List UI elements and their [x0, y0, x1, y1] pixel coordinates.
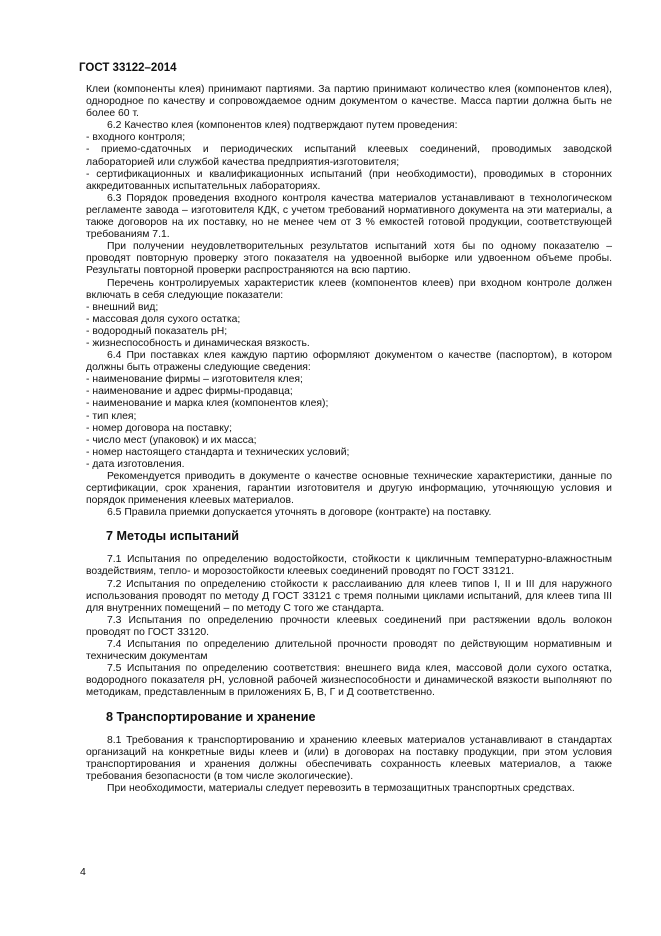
paragraph: 6.5 Правила приемки допускается уточнять в договоре (контракте) на поставку. — [107, 507, 492, 519]
paragraph: Клеи (компоненты клея) принимают партиями. За партию принимают количество клея (компонентов клея), однородное по качеству и сопровождаемое одним документом о качестве. Масса партии должна быть не более 60 т. — [86, 84, 612, 120]
section-heading: 7 Методы испытаний — [106, 529, 239, 544]
paragraph: 6.3 Порядок проведения входного контроля качества материалов устанавливают в технологическом регламенте завода – изготовителя КДК, с учетом требований нормативного документа на эти материалы, а также договоров на их поставку, но не менее чем от 3 % емкостей готовой продукции, соответствующей требованиям 7.1. — [86, 192, 612, 241]
list-item: - тип клея; — [86, 410, 137, 422]
paragraph: Рекомендуется приводить в документе о качестве основные технические характеристики, данные по сертификации, срок хранения, гарантии изготовителя и другую информацию, уточняющую условия и порядок применения клеевых материалов. — [86, 471, 612, 507]
document-header: ГОСТ 33122–2014 — [79, 62, 177, 74]
section-heading: 8 Транспортирование и хранение — [106, 709, 316, 724]
paragraph: 7.4 Испытания по определению длительной прочности проводят по действующим нормативным и техническим документам — [86, 639, 612, 663]
list-item: - приемо-сдаточных и периодических испытаний клеевых соединений, проводимых заводской лабораторией или службой качества предприятия-изготовителя; — [86, 144, 612, 168]
paragraph: 7.2 Испытания по определению стойкости к расслаиванию для клеев типов I, II и III для наружного использования проводят по методу Д ГОСТ 33121 с тремя полными циклами испытаний, для клеев типа III для внутренних помещений – по методу С того же стандарта. — [86, 578, 612, 614]
paragraph: 8.1 Требования к транспортированию и хранению клеевых материалов устанавливают в стандартах организаций на конкретные виды клеев и (или) в договорах на поставку продукции, при этом условия транспортирования и хранения должны обеспечивать сохранность клеевых материалов, а также требования безопасности (в том числе экологические). — [86, 734, 612, 782]
list-item: - внешний вид; — [86, 301, 159, 313]
document-body — [86, 84, 612, 795]
list-item: - массовая доля сухого остатка; — [86, 313, 241, 325]
paragraph: 7.3 Испытания по определению прочности клеевых соединений при растяжении вдоль волокон проводят по ГОСТ 33120. — [86, 614, 612, 638]
paragraph: 7.5 Испытания по определению соответствия: внешнего вида клея, массовой доли сухого остатка, водородного показателя pH, условной рабочей жизнеспособности и динамической вязкости выполняют по методикам, представленным в приложениях Б, В, Г и Д соответственно. — [86, 663, 612, 699]
paragraph: При необходимости, материалы следует перевозить в термозащитных транспортных средствах. — [107, 782, 575, 794]
paragraph: Перечень контролируемых характеристик клеев (компонентов клеев) при входном контроле должен включать в себя следующие показатели: — [86, 277, 612, 301]
list-item: - водородный показатель pH; — [86, 325, 228, 337]
page-number: 4 — [80, 866, 86, 878]
paragraph: При получении неудовлетворительных результатов испытаний хотя бы по одному показателю – проводят повторную проверку этого показателя на удвоенной выборке или удвоенном объеме пробы. Результаты повторной проверки распространяются на всю партию. — [86, 241, 612, 277]
list-item: - сертификационных и квалификационных испытаний (при необходимости), проводимых в сторонних аккредитованных испытательных лабораториях. — [86, 168, 612, 192]
list-item: - номер настоящего стандарта и технических условий; — [86, 446, 350, 458]
list-item: - жизнеспособность и динамическая вязкость. — [86, 337, 310, 349]
paragraph: 7.1 Испытания по определению водостойкости, стойкости к цикличным температурно-влажностным воздействиям, тепло- и морозостойкости клеевых соединений проводят по ГОСТ 33121. — [86, 554, 612, 578]
paragraph: 6.2 Качество клея (компонентов клея) подтверждают путем проведения: — [107, 120, 458, 132]
list-item: - дата изготовления. — [86, 458, 185, 470]
list-item: - число мест (упаковок) и их масса; — [86, 434, 257, 446]
list-item: - наименование и адрес фирмы-продавца; — [86, 386, 293, 398]
list-item: - наименование и марка клея (компонентов клея); — [86, 398, 329, 410]
list-item: - входного контроля; — [86, 132, 186, 144]
list-item: - наименование фирмы – изготовителя клея; — [86, 374, 303, 386]
paragraph: 6.4 При поставках клея каждую партию оформляют документом о качестве (паспортом), в котором должны быть отражены следующие сведения: — [86, 350, 612, 374]
list-item: - номер договора на поставку; — [86, 422, 232, 434]
